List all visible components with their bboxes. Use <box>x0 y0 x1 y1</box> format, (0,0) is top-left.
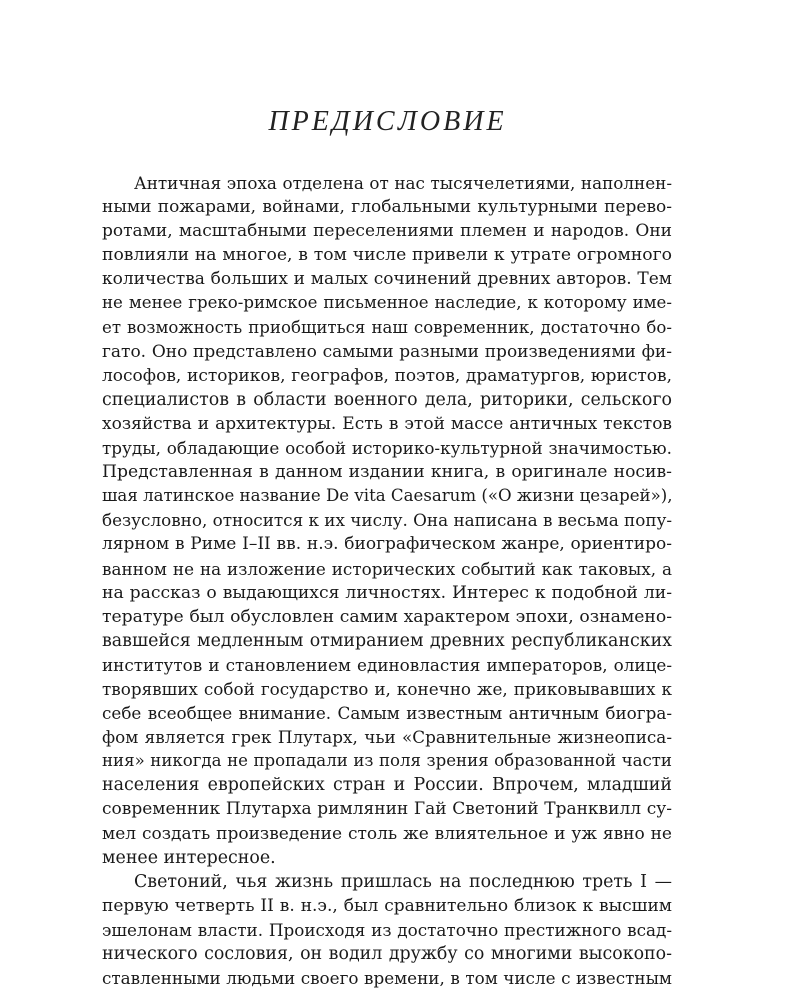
text-line: шая латинское название De vita Caesarum («О жизни цезарей»), <box>102 486 673 506</box>
text-line: нического сословия, он водил дружбу со многими высокопо- <box>102 944 672 964</box>
text-line: повлияли на многое, в том числе привели к утрате огромного <box>102 245 672 266</box>
text-line: мел создать произведение столь же влиятельное и уж явно не <box>102 823 672 844</box>
text-line: ет возможность приобщиться наш современник, достаточно бо- <box>102 317 672 337</box>
text-line: лософов, историков, географов, поэтов, драматургов, юристов, <box>102 365 672 386</box>
text-line: не менее греко-римское письменное наследие, к которому име- <box>102 293 672 313</box>
paragraph <box>102 171 672 870</box>
text-line: ными пожарами, войнами, глобальными культурными перево- <box>102 197 672 218</box>
body-text <box>102 171 672 990</box>
text-line: первую четверть II в. н.э., был сравнительно близок к высшим <box>102 895 672 916</box>
text-line: тературе был обусловлен самим характером эпохи, ознамено- <box>102 606 672 627</box>
text-line: ротами, масштабными переселениями племен и народов. Они <box>102 221 672 242</box>
text-line: себе всеобщее внимание. Самым известным античным биогра- <box>102 703 672 724</box>
paragraph <box>102 870 672 990</box>
text-line: на рассказ о выдающихся личностях. Интерес к подобной ли- <box>102 582 672 603</box>
text-line: лярном в Риме I–II вв. н.э. биографическом жанре, ориентиро- <box>102 534 672 555</box>
text-line: труды, обладающие особой историко-культурной значимостью. <box>102 438 672 459</box>
text-line: специалистов в области военного дела, риторики, сельского <box>102 389 672 410</box>
text-line: современник Плутарха римлянин Гай Светоний Транквилл су- <box>102 799 672 820</box>
text-line: Античная эпоха отделена от нас тысячелетиями, наполнен- <box>134 173 672 193</box>
text-line: населения европейских стран и России. Впрочем, младший <box>102 775 672 796</box>
text-line: ния» никогда не пропадали из поля зрения образованной части <box>102 751 672 771</box>
text-line: ставленными людьми своего времени, в том числе с известным <box>102 968 672 989</box>
text-line: Светоний, чья жизнь пришлась на последнюю треть I — <box>134 871 672 892</box>
text-line: гато. Оно представлено самыми разными произведениями фи- <box>102 341 672 362</box>
text-line: творявших собой государство и, конечно же, приковывавших к <box>102 678 672 699</box>
text-line: институтов и становлением единовластия императоров, олице- <box>102 654 672 675</box>
text-line: безусловно, относится к их числу. Она написана в весьма попу- <box>102 510 673 531</box>
text-line: фом является грек Плутарх, чьи «Сравнительные жизнеописа- <box>102 727 672 748</box>
text-line: менее интересное. <box>102 847 276 868</box>
text-line: эшелонам власти. Происходя из достаточно престижного всад- <box>102 919 672 940</box>
text-line: ванном не на изложение исторических событий как таковых, а <box>102 558 672 579</box>
text-line: количества больших и малых сочинений древних авторов. Тем <box>102 269 672 290</box>
text-line: вавшейся медленным отмиранием древних республиканских <box>102 630 672 651</box>
chapter-heading: ПРЕДИСЛОВИЕ <box>268 106 507 137</box>
text-line: хозяйства и архитектуры. Есть в этой массе античных текстов <box>102 413 672 434</box>
text-line: Представленная в данном издании книга, в оригинале носив- <box>102 462 672 483</box>
